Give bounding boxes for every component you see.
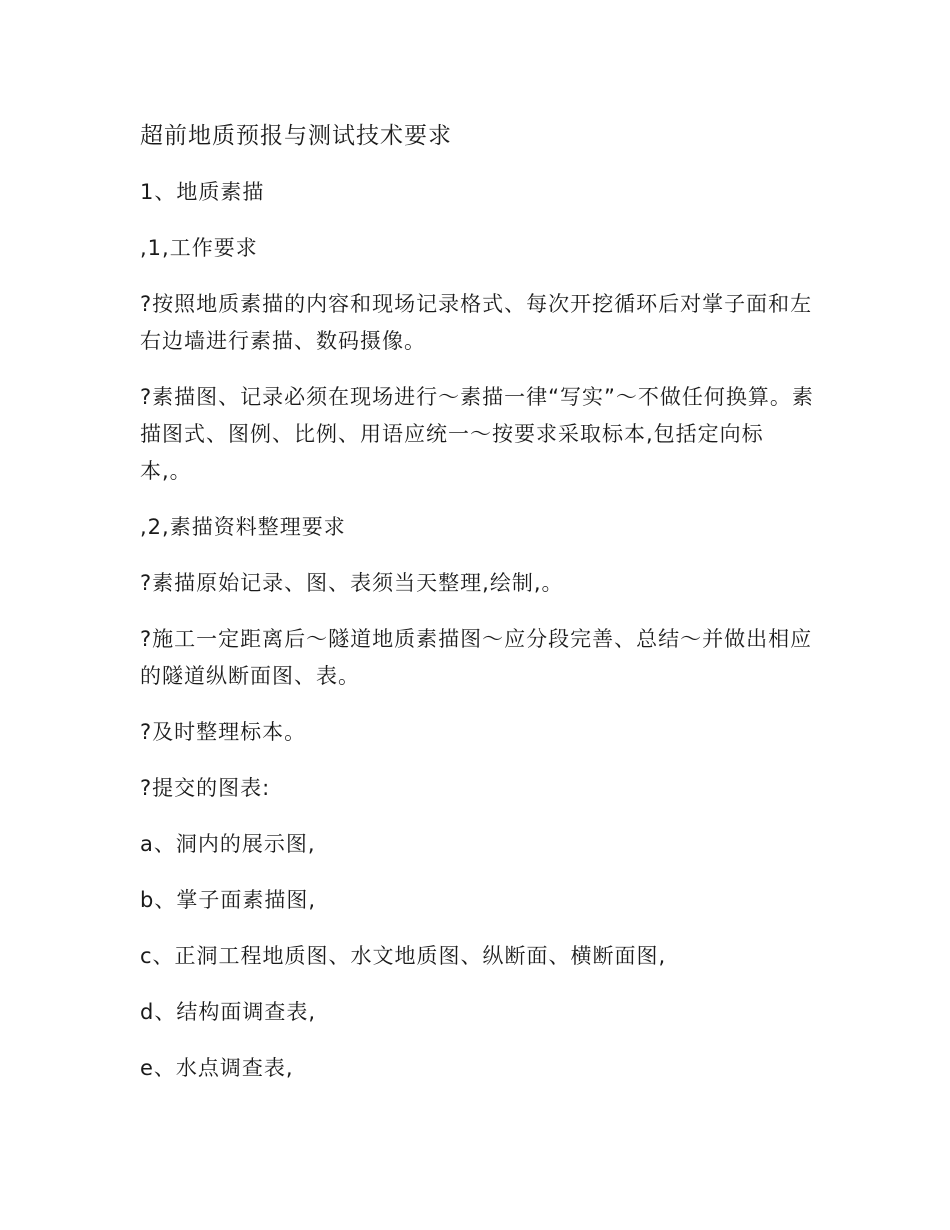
document-title: 超前地质预报与测试技术要求 — [140, 123, 452, 149]
paragraph: ?施工一定距离后～隧道地质素描图～应分段完善、总结～并做出相应的隧道纵断面图、表。 — [140, 627, 813, 688]
list-item: b、掌子面素描图, — [140, 888, 317, 912]
subsection-heading: ,1,工作要求 — [140, 236, 258, 260]
list-item: e、水点调查表, — [140, 1056, 294, 1080]
section-heading: 1、地质素描 — [140, 180, 265, 204]
subsection-heading: ,2,素描资料整理要求 — [140, 515, 346, 539]
list-item: a、洞内的展示图, — [140, 832, 316, 856]
paragraph: ?提交的图表: — [140, 776, 271, 800]
paragraph: ?及时整理标本。 — [140, 720, 307, 744]
list-item: d、结构面调查表, — [140, 1000, 317, 1024]
paragraph: ?素描原始记录、图、表须当天整理,绘制,。 — [140, 571, 564, 595]
paragraph: ?按照地质素描的内容和现场记录格式、每次开挖循环后对掌子面和左右边墙进行素描、数码摄像。 — [140, 292, 813, 353]
list-item: c、正洞工程地质图、水文地质图、纵断面、横断面图, — [140, 944, 667, 968]
document-body — [140, 118, 815, 1106]
paragraph: ?素描图、记录必须在现场进行～素描一律“写实”～不做任何换算。素描图式、图例、比例、用语应统一～按要求采取标本,包括定向标本,。 — [140, 385, 814, 483]
